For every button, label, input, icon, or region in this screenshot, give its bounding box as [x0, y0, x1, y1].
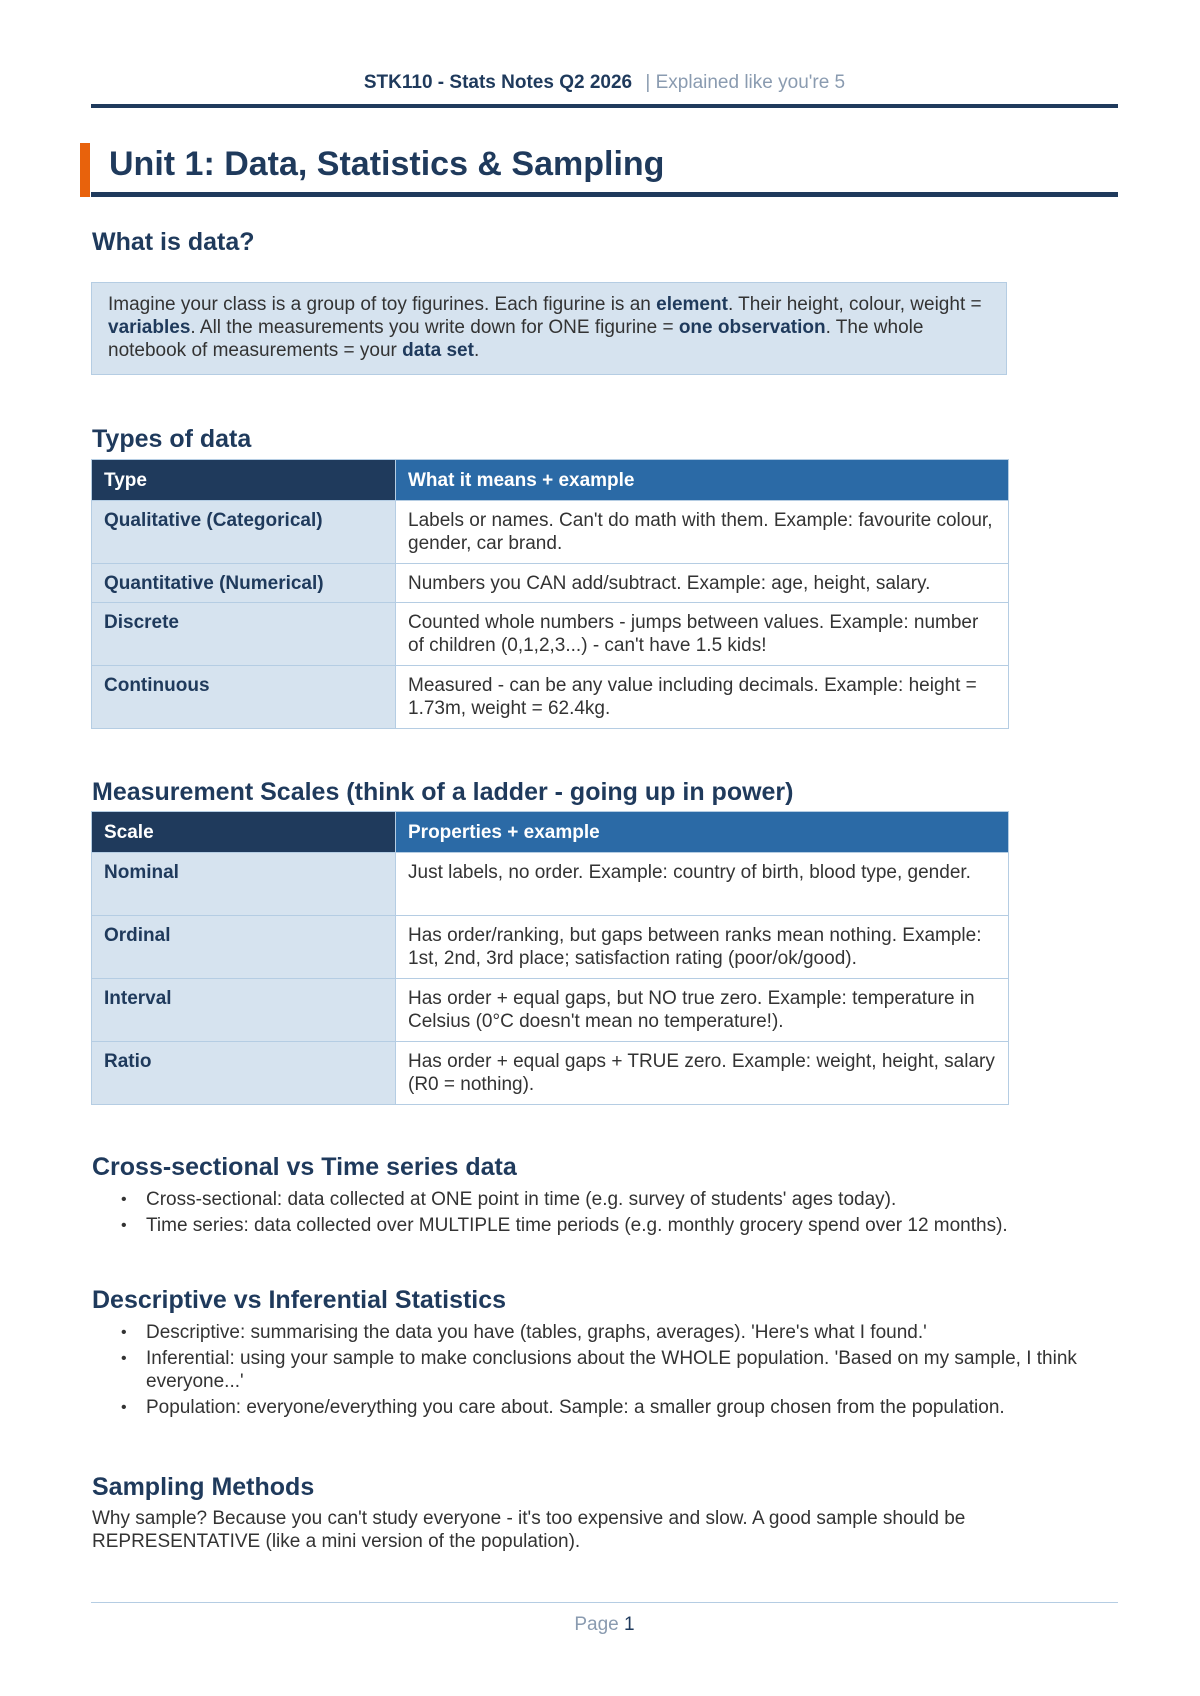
measurement-scales-table [91, 811, 1009, 1105]
row-value: Numbers you CAN add/subtract. Example: age, height, salary. [396, 564, 1009, 603]
page-number: 1 [624, 1614, 635, 1635]
column-header-properties: Properties + example [396, 812, 1009, 853]
row-value: Has order/ranking, but gaps between ranks mean nothing. Example: 1st, 2nd, 3rd place; satisfaction rating (poor/ok/good). [396, 916, 1009, 979]
term-data-set: data set [402, 340, 474, 361]
row-label: Quantitative (Numerical) [92, 564, 396, 603]
row-label: Interval [92, 979, 396, 1042]
section-heading-measurement-scales: Measurement Scales (think of a ladder - going up in power) [92, 778, 794, 806]
table-row [92, 564, 1009, 603]
page-footer [91, 1614, 1118, 1636]
list-item: • Time series: data collected over MULTIPLE time periods (e.g. monthly grocery spend over 12 months). [92, 1214, 1122, 1237]
list-item: • Cross-sectional: data collected at ONE point in time (e.g. survey of students' ages today). [92, 1188, 1122, 1211]
header-rule [91, 104, 1118, 108]
list-item: • Inferential: using your sample to make conclusions about the WHOLE population. 'Based on my sample, I think everyone...' [92, 1347, 1122, 1393]
column-header-meaning: What it means + example [396, 460, 1009, 501]
section-heading-sampling-methods: Sampling Methods [92, 1473, 315, 1501]
list-item: • Descriptive: summarising the data you have (tables, graphs, averages). 'Here's what I found.' [92, 1321, 1122, 1344]
column-header-type: Type [92, 460, 396, 501]
table-header-row [92, 812, 1009, 853]
table-row [92, 979, 1009, 1042]
cross-sectional-list [92, 1188, 1122, 1240]
header-separator: | [645, 72, 651, 93]
running-header [91, 70, 1118, 96]
row-label: Ordinal [92, 916, 396, 979]
table-row [92, 853, 1009, 916]
row-label: Nominal [92, 853, 396, 916]
header-title: STK110 - Stats Notes Q2 2026 [363, 72, 633, 93]
callout-text: . All the measurements you write down for ONE figurine = [190, 317, 679, 338]
section-heading-descriptive-inferential: Descriptive vs Inferential Statistics [92, 1286, 507, 1314]
term-element: element [656, 294, 728, 315]
callout-text: . Their height, colour, weight = [727, 294, 982, 315]
column-header-scale: Scale [92, 812, 396, 853]
table-row [92, 666, 1009, 729]
table-row [92, 1042, 1009, 1105]
row-value: Labels or names. Can't do math with them. Example: favourite colour, gender, car brand. [396, 501, 1009, 564]
page-label: Page [574, 1614, 619, 1635]
row-label: Ratio [92, 1042, 396, 1105]
table-row [92, 501, 1009, 564]
list-item: • Population: everyone/everything you care about. Sample: a smaller group chosen from the population. [92, 1396, 1122, 1419]
header-subtitle: Explained like you're 5 [655, 72, 846, 93]
term-variables: variables [108, 317, 191, 338]
row-value: Measured - can be any value including decimals. Example: height = 1.73m, weight = 62.4kg. [396, 666, 1009, 729]
row-label: Discrete [92, 603, 396, 666]
row-value: Has order + equal gaps, but NO true zero. Example: temperature in Celsius (0°C doesn't mean no temperature!). [396, 979, 1009, 1042]
table-header-row [92, 460, 1009, 501]
table-row [92, 916, 1009, 979]
types-of-data-table [91, 459, 1009, 729]
footer-rule [91, 1602, 1118, 1603]
what-is-data-callout [91, 282, 1007, 375]
callout-text: Imagine your class is a group of toy figurines. Each figurine is an [108, 294, 657, 315]
row-value: Counted whole numbers - jumps between values. Example: number of children (0,1,2,3...) - can't have 1.5 kids! [396, 603, 1009, 666]
sampling-paragraph: Why sample? Because you can't study everyone - it's too expensive and slow. A good sample should be REPRESENTATIVE (like a mini version of the population). [92, 1508, 966, 1552]
descriptive-inferential-list [92, 1321, 1122, 1422]
section-heading-types-of-data: Types of data [92, 425, 252, 453]
row-label: Qualitative (Categorical) [92, 501, 396, 564]
table-row [92, 603, 1009, 666]
section-heading-what-is-data: What is data? [92, 228, 255, 256]
row-value: Has order + equal gaps + TRUE zero. Example: weight, height, salary (R0 = nothing). [396, 1042, 1009, 1105]
section-heading-cross-sectional: Cross-sectional vs Time series data [92, 1153, 517, 1181]
unit-title: Unit 1: Data, Statistics & Sampling [109, 145, 665, 183]
unit-title-rule [91, 192, 1118, 197]
callout-text: . The whole notebook of measurements = your [108, 317, 924, 361]
unit-title-accent [80, 143, 90, 197]
row-value: Just labels, no order. Example: country of birth, blood type, gender. [396, 853, 1009, 916]
row-label: Continuous [92, 666, 396, 729]
callout-text: . [473, 340, 480, 361]
term-observation: one observation [678, 317, 826, 338]
